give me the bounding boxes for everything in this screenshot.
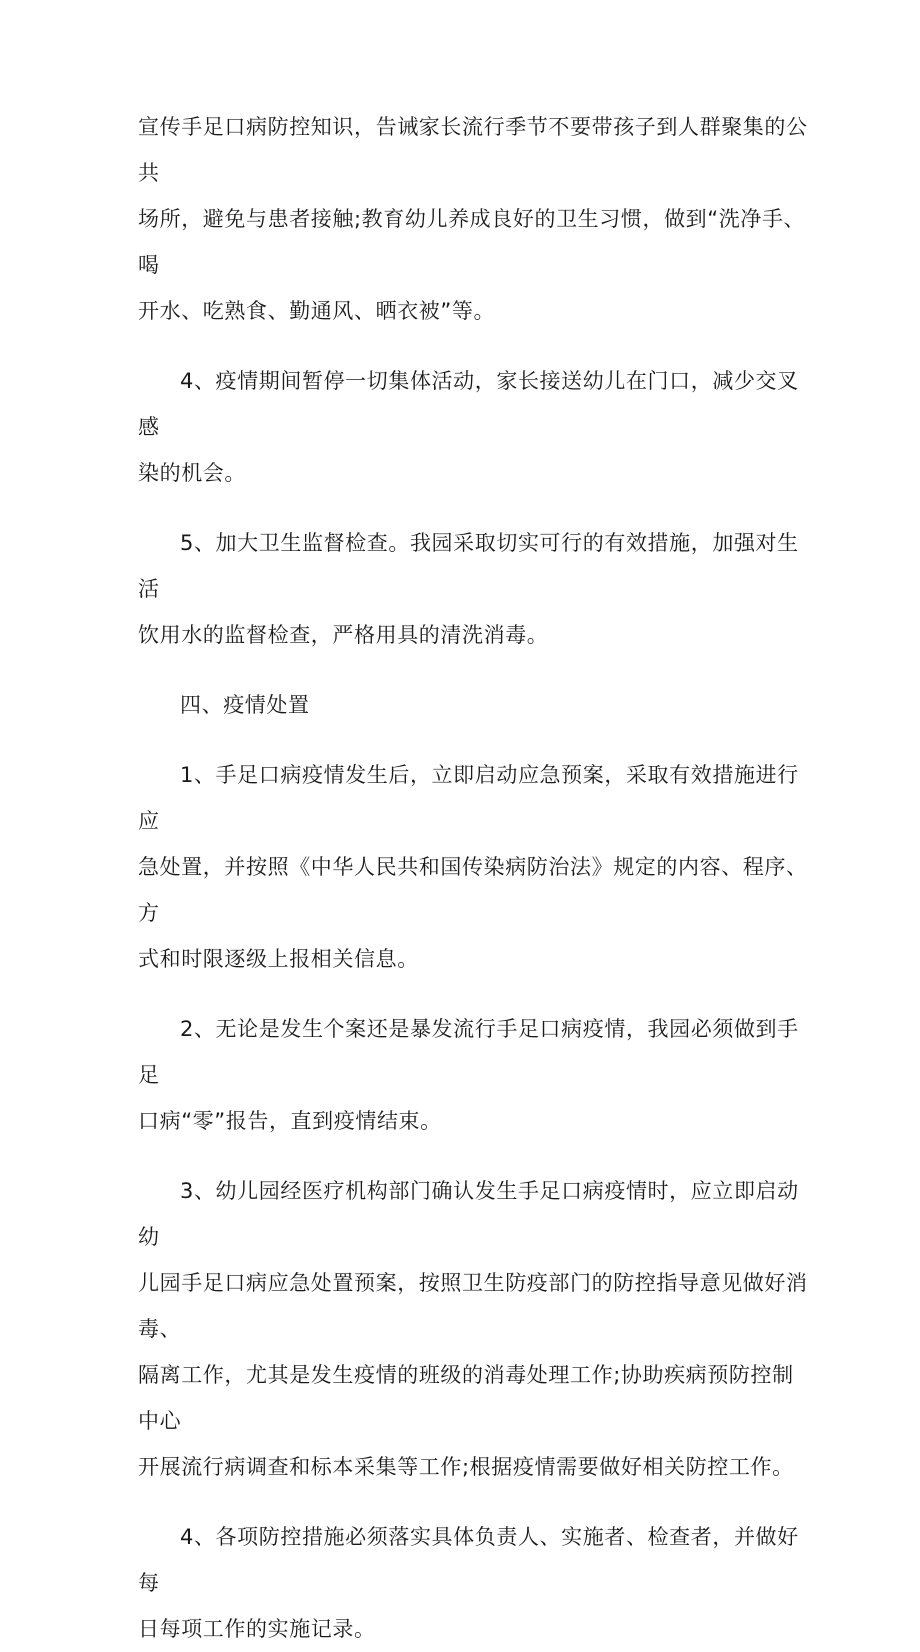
paragraph-item-3-confirmed-case: 3、幼儿园经医疗机构部门确认发生手足口病疫情时，应立即启动幼 儿园手足口病应急处置预案，按照卫生防疫部门的防控指导意见做好消毒、 隔离工作，尤其是发生疫情的班级的消毒处理工作;协助疾病预防控制中心 开展流行病调查和标本采集等工作;根据疫情需要做好相关防控工作。 xyxy=(138,1179,808,1479)
paragraph-item-2-zero-report: 2、无论是发生个案还是暴发流行手足口病疫情，我园必须做到手足 口病“零”报告，直到疫情结束。 xyxy=(138,1017,799,1133)
paragraph-item-4-responsibility: 4、各项防控措施必须落实具体负责人、实施者、检查者，并做好每 日每项工作的实施记录。 xyxy=(138,1525,799,1641)
paragraph-health-education: 宣传手足口病防控知识，告诫家长流行季节不要带孩子到人群聚集的公共 场所，避免与患者接触;教育幼儿养成良好的卫生习惯，做到“洗净手、喝 开水、吃熟食、勤通风、晒衣被”等。 xyxy=(138,115,808,323)
paragraph-item-5-hygiene-inspection: 5、加大卫生监督检查。我园采取切实可行的有效措施，加强对生活 饮用水的监督检查，严格用具的清洗消毒。 xyxy=(138,531,799,647)
section-heading-epidemic-response: 四、疫情处置 xyxy=(180,693,310,717)
paragraph-item-4-suspend-activities: 4、疫情期间暂停一切集体活动，家长接送幼儿在门口，减少交叉感 染的机会。 xyxy=(138,369,799,485)
paragraph-item-1-emergency-plan: 1、手足口病疫情发生后，立即启动应急预案，采取有效措施进行应 急处置，并按照《中华人民共和国传染病防治法》规定的内容、程序、方 式和时限逐级上报相关信息。 xyxy=(138,763,808,971)
